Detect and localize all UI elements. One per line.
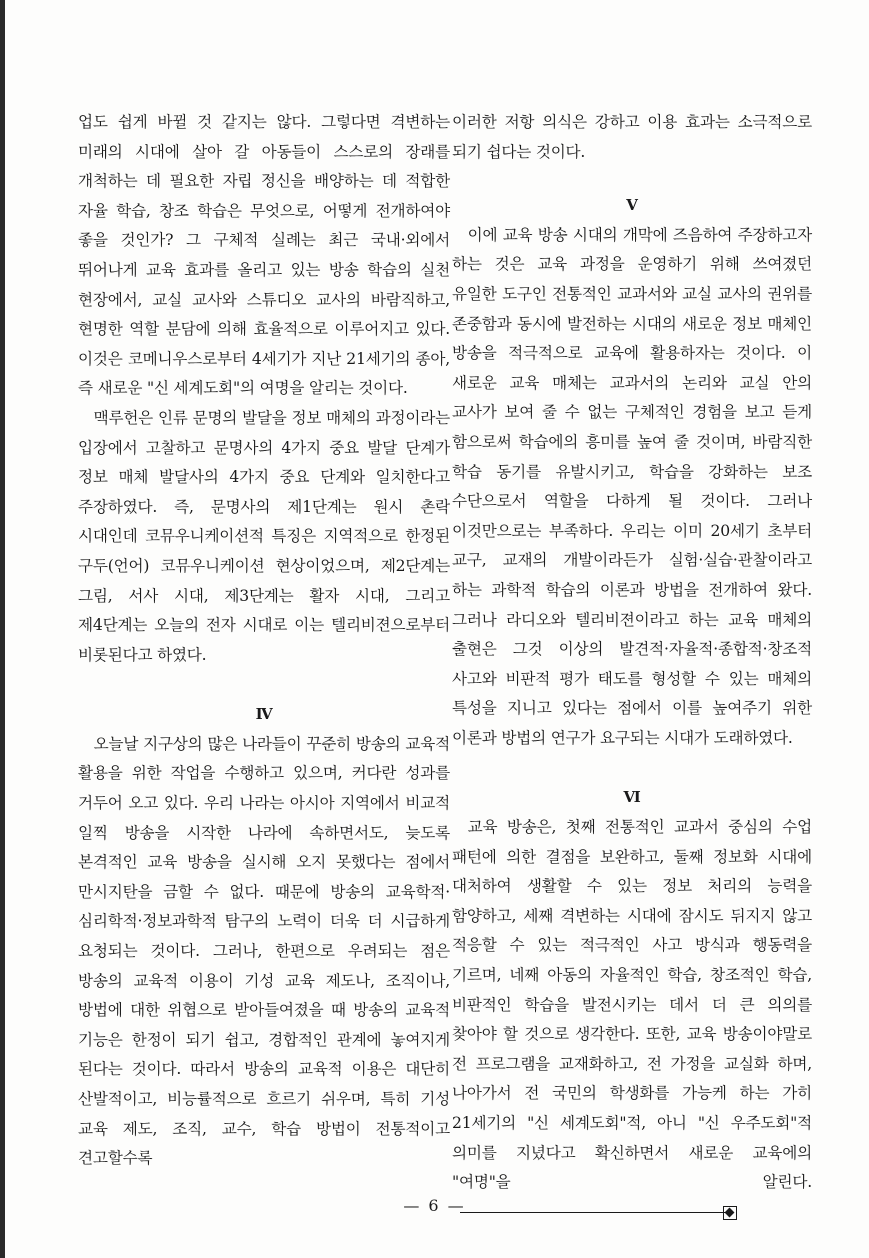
section-heading-6: Ⅵ: [623, 788, 641, 807]
right-paragraph-1: 이러한 저항 의식은 강하고 이용 효과는 소극적으로 되기 쉽다는 것이다.: [452, 113, 812, 161]
right-paragraph-3: [452, 813, 812, 1227]
left-paragraph-2: 맥루헌은 인류 문명의 발달을 정보 매체의 과정이라는 입장에서 고찰하고 문명사의 4가지 중요 발달 단계가 정보 매체 발달사의 4가지 중요 단계와 일치한다고 주장하였다. 즉, 문명사의 제1단계는 원시 촌락 시대인데 코뮤우니케이션적 특징은 지역적으로 한정된 구두(언어) 코뮤우니케이션 현상이었으며, 제2단계는 그림, 서사 시대, 제3단계는 활자 시대, 그리고 제4단계는 오늘의 전자 시대로 이는 텔리비젼으로부터 비롯된다고 하였다.: [78, 408, 450, 664]
section-heading-4: Ⅳ: [255, 705, 273, 724]
right-paragraph-2: 이에 교육 방송 시대의 개막에 즈음하여 주장하고자 하는 것은 교육 과정을 운영하기 위해 쓰여졌던 유일한 도구인 전통적인 교과서와 교실 교사의 권위를 존중함과 동시에 발전하는 시대의 새로운 정보 매체인 방송을 적극적으로 교육에 활용하자는 것이다. 이 새로운 교육 매체는 교과서의 논리와 교실 안의 교사가 보여 줄 수 없는 구체적인 경험을 보고 듣게 함으로써 학습에의 흥미를 높여 줄 것이며, 바람직한 학습 동기를 유발시키고, 학습을 강화하는 보조 수단으로서 역할을 다하게 될 것이다. 그러나 이것만으로는 부족하다. 우리는 이미 20세기 초부터 교구, 교재의 개발이라든가 실험·실습·관찰이라고 하는 과학적 학습의 이론과 방법을 전개하여 왔다. 그러나 라디오와 텔리비젼이라고 하는 교육 매체의 출현은 그것 이상의 발견적·자율적·종합적·창조적 사고와 비판적 평가 태도를 형성할 수 있는 매체의 특성을 지니고 있다는 점에서 이를 높여주기 위한 이론과 방법의 연구가 요구되는 시대가 도래하였다.: [452, 225, 812, 747]
right-paragraph-3-text: 교육 방송은, 첫째 전통적인 교과서 중심의 수업 패턴에 의한 결점을 보완하고, 둘째 정보화 시대에 대처하여 생활할 수 있는 정보 처리의 능력을 함양하고, 세째 격변하는 시대에 잠시도 뒤지지 않고 적응할 수 있는 적극적인 사고 방식과 행동력을 기르며, 네째 아동의 자율적인 학습, 창조적인 학습, 비판적인 학습을 발전시키는 데서 더 큰 의의를 찾아야 할 것으로 생각한다. 또한, 교육 방송이야말로 전 프로그램을 교재화하고, 전 가정을 교실화 하며, 나아가서 전 국민의 학생화를 가능케 하는 가히 21세기의 "신 세계도회"적, 아니 "신 우주도회"적 의미를 지녔다고 확신하면서 새로운 교육에의 "여명"을 알린다.: [452, 818, 812, 1192]
left-paragraph-1: 업도 쉽게 바뀔 것 같지는 않다. 그렇다면 격변하는 미래의 시대에 살아 갈 아동들이 스스로의 장래를 개척하는 데 필요한 자립 정신을 배양하는 데 적합한 자율 학습, 창조 학습은 무엇으로, 어떻게 전개하여야 좋을 것인가? 그 구체적 실례는 최근 국내·외에서 뛰어나게 교육 효과를 올리고 있는 방송 학습의 실천 현장에서, 교실 교사와 스튜디오 교사의 바람직하고, 현명한 역할 분담에 의해 효율적으로 이루어지고 있다. 이것은 코메니우스로부터 4세기가 지난 21세기의 종아, 즉 새로운 "신 세계도회"의 여명을 알리는 것이다.: [78, 113, 450, 398]
section-heading-5: Ⅴ: [626, 196, 638, 215]
right-column: [452, 108, 812, 1227]
left-paragraph-3: 오늘날 지구상의 많은 나라들이 꾸준히 방송의 교육적 활용을 위한 작업을 수행하고 있으며, 커다란 성과를 거두어 오고 있다. 우리 나라는 아시아 지역에서 비교적 일찍 방송을 시작한 나라에 속하면서도, 늦도록 본격적인 교육 방송을 실시해 오지 못했다는 점에서 만시지탄을 금할 수 없다. 때문에 방송의 교육학적·심리학적·정보과학적 탐구의 노력이 더욱 더 시급하게 요청되는 것이다. 그러나, 한편으로 우려되는 점은 방송의 교육적 이용이 기성 교육 제도나, 조직이나, 방법에 대한 위협으로 받아들여졌을 때 방송의 교육적 기능은 한정이 되기 쉽고, 경합적인 관계에 놓여지게 된다는 것이다. 따라서 방송의 교육적 이용은 대단히 산발적이고, 비능률적으로 흐르기 쉬우며, 특히 기성 교육 제도, 조직, 교수, 학습 방법이 전통적이고 견고할수록: [78, 734, 450, 1168]
left-column: [78, 108, 450, 1174]
scan-edge-shadow: [0, 0, 5, 1258]
page-number: — 6 —: [403, 1196, 466, 1215]
